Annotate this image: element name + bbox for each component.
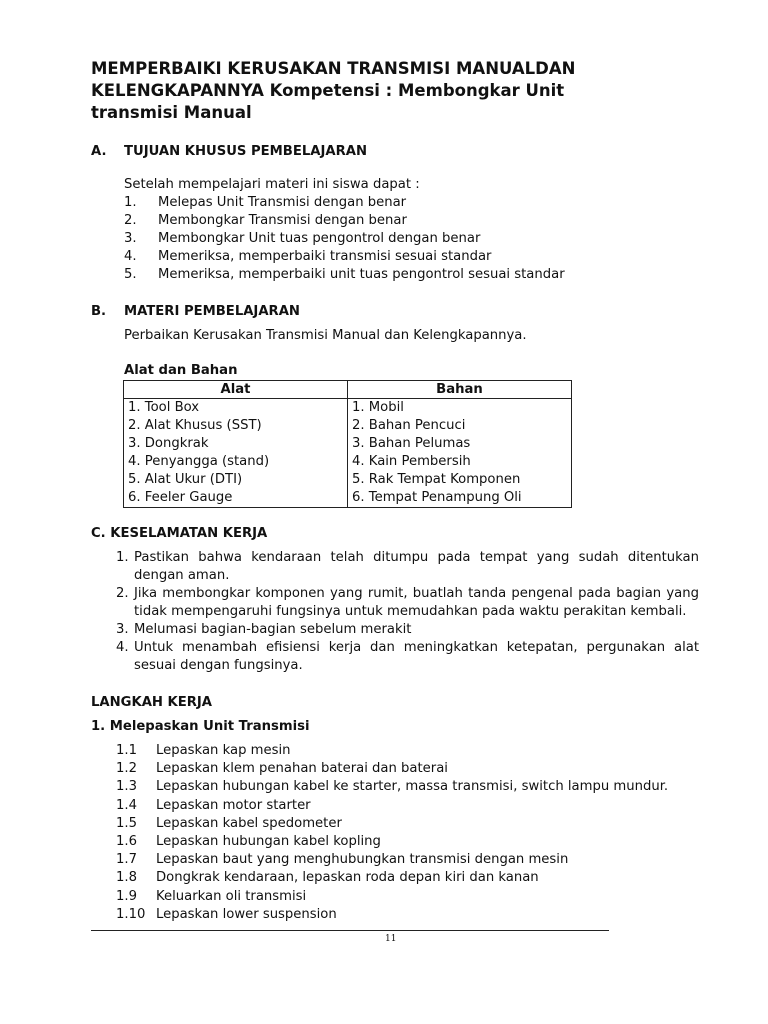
page-number: 11 <box>385 934 397 944</box>
section-b-letter: B. <box>91 304 107 319</box>
bahan-cell <box>348 399 572 508</box>
item-number: 1.9 <box>116 888 137 904</box>
item-number: 1.3 <box>116 779 137 795</box>
list-item <box>116 549 699 585</box>
table-row: 2. Alat Khusus (SST) <box>128 418 262 433</box>
table-caption: Alat dan Bahan <box>124 363 238 378</box>
item-number: 1. <box>116 550 129 565</box>
item-text: Melepas Unit Transmisi dengan benar <box>158 195 407 210</box>
table-row: 5. Alat Ukur (DTI) <box>128 472 243 487</box>
item-number: 4. <box>116 640 129 655</box>
langkah-subheading: 1. Melepaskan Unit Transmisi <box>91 719 310 734</box>
table-row: 1. Mobil <box>352 400 404 415</box>
item-text: Memeriksa, memperbaiki unit tuas pengontrol sesuai standar <box>158 267 565 282</box>
item-text: Lepaskan hubungan kabel ke starter, massa transmisi, switch lampu mundur. <box>156 779 669 795</box>
section-c-heading: C. KESELAMATAN KERJA <box>91 526 268 541</box>
item-number: 1. <box>124 195 137 210</box>
item-text: Memeriksa, memperbaiki transmisi sesuai standar <box>158 249 492 264</box>
table-row: 3. Dongkrak <box>128 436 209 451</box>
table-row: 6. Feeler Gauge <box>128 490 233 505</box>
item-text: Untuk menambah efisiensi kerja dan meningkatkan ketepatan, pergunakan alat sesuai dengan fungsinya. <box>134 640 699 673</box>
list-item <box>116 869 668 887</box>
item-text: Melumasi bagian-bagian sebelum merakit <box>134 622 412 637</box>
page-title: MEMPERBAIKI KERUSAKAN TRANSMISI MANUALDAN KELENGKAPANNYA Kompetensi : Membongkar Unit transmisi Manual <box>91 59 576 122</box>
list-item <box>116 778 668 796</box>
table-row: 5. Rak Tempat Komponen <box>352 472 521 487</box>
list-item <box>124 248 565 266</box>
item-text: Lepaskan klem penahan baterai dan baterai <box>156 761 448 777</box>
item-text: Jika membongkar komponen yang rumit, buatlah tanda pengenal pada bagian yang tidak mempengaruhi fungsinya untuk memudahkan pada waktu perakitan kembali. <box>134 586 699 619</box>
item-number: 5. <box>124 267 137 282</box>
section-a-heading <box>91 143 367 161</box>
langkah-heading: LANGKAH KERJA <box>91 695 213 710</box>
section-b-heading <box>91 303 300 321</box>
objectives-list <box>124 194 565 284</box>
list-item <box>116 833 668 851</box>
table-row: 4. Penyangga (stand) <box>128 454 270 469</box>
item-text: Lepaskan kap mesin <box>156 743 291 758</box>
item-text: Lepaskan motor starter <box>156 797 311 813</box>
alat-cell <box>124 399 348 508</box>
section-a-title: TUJUAN KHUSUS PEMBELAJARAN <box>124 144 367 159</box>
list-item <box>116 797 668 815</box>
safety-list <box>116 549 699 675</box>
item-number: 4. <box>124 249 137 264</box>
list-item <box>116 815 668 833</box>
list-item <box>116 742 668 760</box>
column-header-bahan: Bahan <box>348 381 572 399</box>
tools-materials-table <box>123 380 572 508</box>
item-number: 1.10 <box>116 906 146 922</box>
item-number: 1.5 <box>116 815 137 831</box>
list-item <box>116 906 668 924</box>
table-row: 4. Kain Pembersih <box>352 454 471 469</box>
table-row: 6. Tempat Penampung Oli <box>352 490 522 505</box>
list-item <box>116 585 699 621</box>
item-text: Membongkar Transmisi dengan benar <box>158 213 407 228</box>
item-text: Lepaskan kabel spedometer <box>156 815 342 831</box>
section-a-letter: A. <box>91 144 107 159</box>
item-number: 1.1 <box>116 743 137 758</box>
item-number: 3. <box>116 622 129 637</box>
table-row: 3. Bahan Pelumas <box>352 436 471 451</box>
table-row: 1. Tool Box <box>128 400 200 415</box>
item-number: 3. <box>124 231 137 246</box>
item-number: 1.8 <box>116 870 137 886</box>
column-header-alat: Alat <box>124 381 348 399</box>
list-item <box>116 621 699 639</box>
list-item <box>124 194 565 212</box>
item-text: Lepaskan hubungan kabel kopling <box>156 833 381 849</box>
item-number: 2. <box>124 213 137 228</box>
item-number: 1.6 <box>116 833 137 849</box>
item-number: 2. <box>116 586 129 601</box>
item-number: 1.4 <box>116 797 137 813</box>
list-item <box>116 888 668 906</box>
steps-list <box>116 742 668 924</box>
section-b-title: MATERI PEMBELAJARAN <box>124 304 300 319</box>
item-text: Keluarkan oli transmisi <box>156 888 307 904</box>
table-row: 2. Bahan Pencuci <box>352 418 466 433</box>
list-item <box>116 760 668 778</box>
list-item <box>116 851 668 869</box>
section-a-intro: Setelah mempelajari materi ini siswa dapat : <box>124 177 420 192</box>
list-item <box>124 230 565 248</box>
list-item <box>124 266 565 284</box>
list-item <box>124 212 565 230</box>
section-b-intro: Perbaikan Kerusakan Transmisi Manual dan Kelengkapannya. <box>124 328 527 343</box>
item-number: 1.2 <box>116 761 137 777</box>
footer-divider <box>91 930 609 931</box>
list-item <box>116 639 699 675</box>
item-text: Lepaskan lower suspension <box>156 906 337 922</box>
item-text: Dongkrak kendaraan, lepaskan roda depan kiri dan kanan <box>156 870 539 886</box>
item-text: Membongkar Unit tuas pengontrol dengan benar <box>158 231 481 246</box>
item-text: Lepaskan baut yang menghubungkan transmisi dengan mesin <box>156 852 569 868</box>
item-number: 1.7 <box>116 852 137 868</box>
item-text: Pastikan bahwa kendaraan telah ditumpu pada tempat yang sudah ditentukan dengan aman. <box>134 550 699 583</box>
